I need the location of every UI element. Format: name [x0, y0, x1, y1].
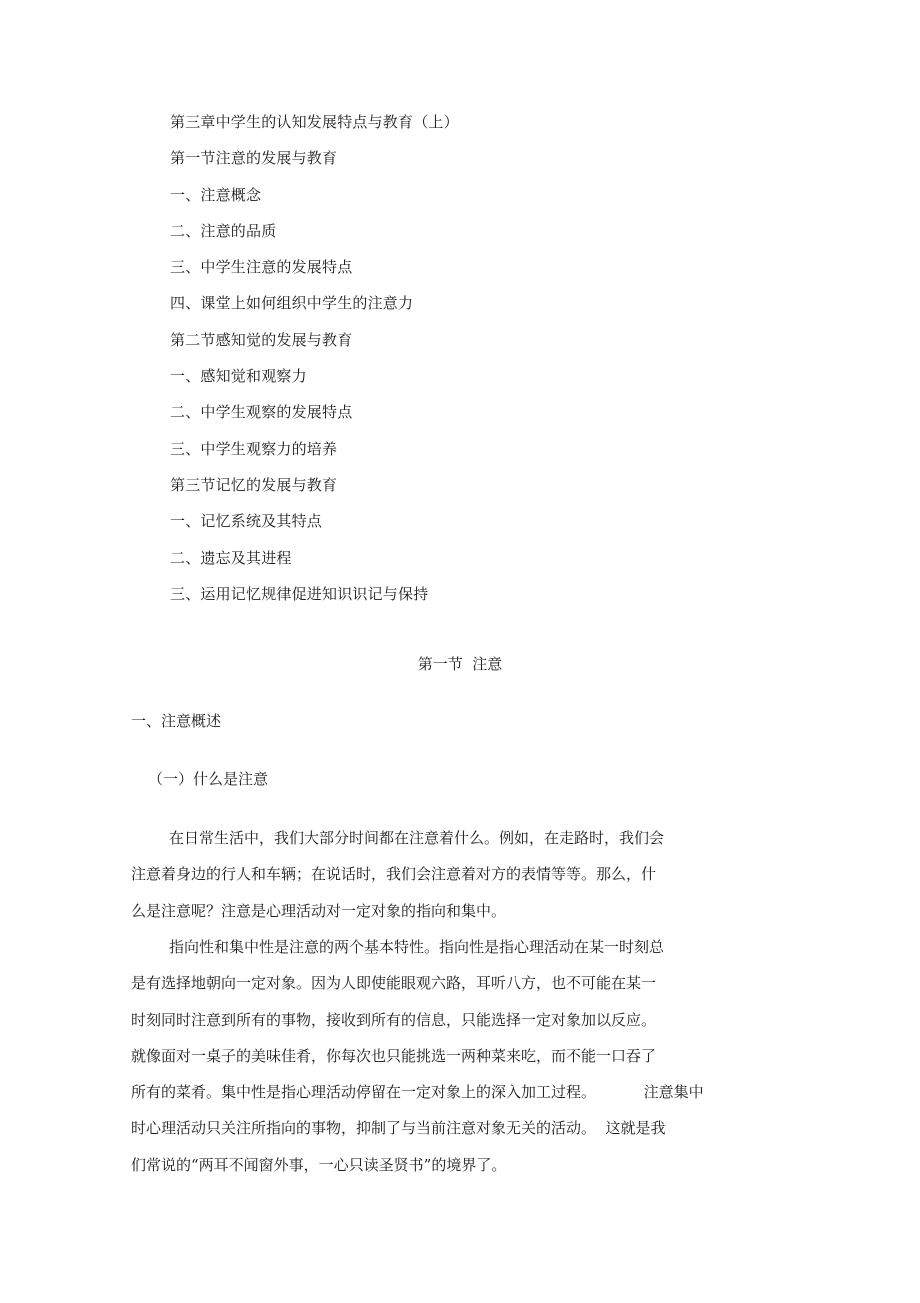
table-of-contents: [170, 110, 459, 618]
paragraph-line: 所有的菜肴。集中性是指心理活动停留在一定对象上的深入加工过程。 注意集中: [131, 1083, 704, 1102]
toc-item: 一、注意概念: [170, 185, 262, 204]
toc-section-perception: 第二节感知觉的发展与教育: [170, 330, 353, 349]
toc-item: 二、中学生观察的发展特点: [170, 403, 353, 422]
paragraph-line: 么是注意呢？注意是心理活动对一定对象的指向和集中。: [131, 901, 507, 920]
paragraph-line: 在日常生活中，我们大部分时间都在注意着什么。例如，在走路时，我们会: [169, 829, 665, 847]
toc-section-attention: 第一节注意的发展与教育: [170, 149, 338, 168]
toc-item: 三、运用记忆规律促进知识识记与保持: [170, 584, 429, 603]
toc-item: 一、记忆系统及其特点: [170, 512, 323, 531]
toc-section-memory: 第三节记忆的发展与教育: [170, 475, 338, 494]
paragraph-line: 注意着身边的行人和车辆；在说话时，我们会注意着对方的表情等等。那么，什: [131, 865, 657, 884]
paragraph-line: 是有选择地朝向一定对象。因为人即使能眼观六路，耳听八方，也不可能在某一: [131, 974, 657, 993]
section-title: 第一节 注意: [417, 655, 503, 673]
toc-item: 三、中学生注意的发展特点: [170, 258, 353, 277]
paragraph-definition: [131, 820, 664, 929]
heading-what-is-attention: （一）什么是注意: [148, 770, 269, 788]
paragraph-line: 就像面对一桌子的美味佳肴，你每次也只能挑选一两种菜来吃，而不能一口吞了: [131, 1046, 657, 1065]
paragraph-line: 时心理活动只关注所指向的事物，抑制了与当前注意对象无关的活动。 这就是我: [131, 1119, 666, 1138]
toc-item: 二、遗忘及其进程: [170, 548, 292, 567]
toc-item: 四、课堂上如何组织中学生的注意力: [170, 294, 414, 313]
toc-chapter-title: 第三章中学生的认知发展特点与教育（上）: [170, 113, 459, 131]
toc-item: 一、感知觉和观察力: [170, 367, 307, 386]
paragraph-line: 指向性和集中性是注意的两个基本特性。指向性是指心理活动在某一时刻总: [169, 938, 665, 956]
paragraph-characteristics: [131, 929, 704, 1183]
paragraph-line: 们常说的“两耳不闻窗外事，一心只读圣贤书”的境界了。: [131, 1155, 507, 1174]
paragraph-line: 时刻同时注意到所有的事物，接收到所有的信息，只能选择一定对象加以反应。: [131, 1010, 657, 1029]
toc-item: 三、中学生观察力的培养: [170, 439, 338, 458]
toc-item: 二、注意的品质: [170, 221, 277, 240]
heading-attention-overview: 一、注意概述: [131, 712, 222, 730]
